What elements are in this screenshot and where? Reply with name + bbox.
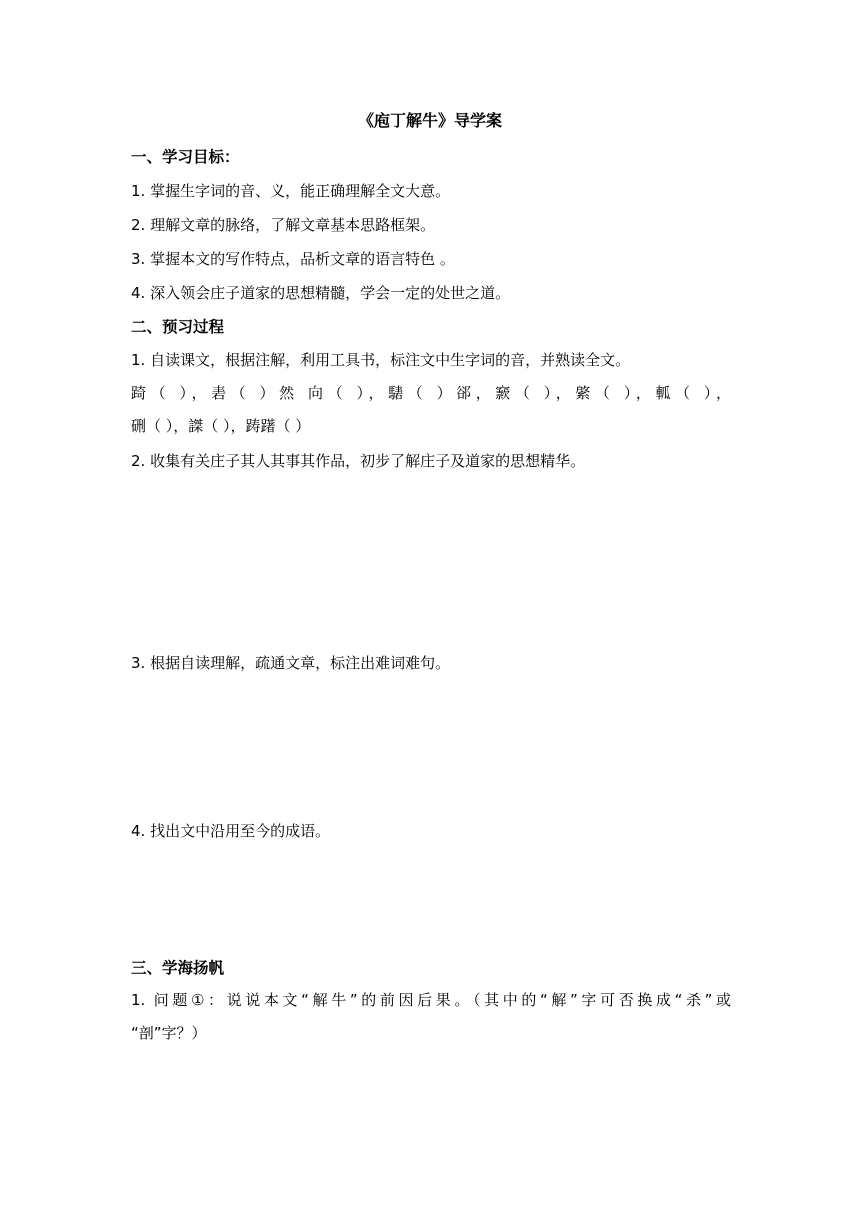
section-heading-preview: 二、预习过程 [131,318,225,336]
pronunciation-fill-line-2: 硎（ ），謋（ ），踌躇（ ） [131,417,311,435]
pronunciation-fill-line-1: 踦（ ），砉（ ）然 向（ ），騞（ ）郤，窾（ ），綮（ ），軱（ ）， [131,384,731,402]
goal-item-3: 3. 掌握本文的写作特点，品析文章的语言特色 。 [131,250,455,268]
section-heading-practice: 三、学海扬帆 [131,959,225,977]
preview-item-4: 4. 找出文中沿用至今的成语。 [131,822,331,840]
preview-item-2: 2. 收集有关庄子其人其事其作品，初步了解庄子及道家的思想精华。 [131,452,586,470]
practice-question-1-line-1: 1. 问题①：说说本文“解牛”的前因后果。（其中的“解”字可否换成“杀”或 [131,991,731,1009]
preview-item-3: 3. 根据自读理解，疏通文章，标注出难词难句。 [131,654,451,672]
goal-item-2: 2. 理解文章的脉络，了解文章基本思路框架。 [131,216,436,234]
preview-item-1: 1. 自读课文，根据注解，利用工具书，标注文中生字词的音，并熟读全文。 [131,351,631,369]
document-title: 《庖丁解牛》导学案 [357,111,502,130]
section-heading-learning-goals: 一、学习目标： [131,148,240,166]
practice-question-1-line-2: “剖”字？） [131,1024,207,1042]
goal-item-4: 4. 深入领会庄子道家的思想精髓，学会一定的处世之道。 [131,284,511,302]
goal-item-1: 1. 掌握生字词的音、义，能正确理解全文大意。 [131,182,451,200]
